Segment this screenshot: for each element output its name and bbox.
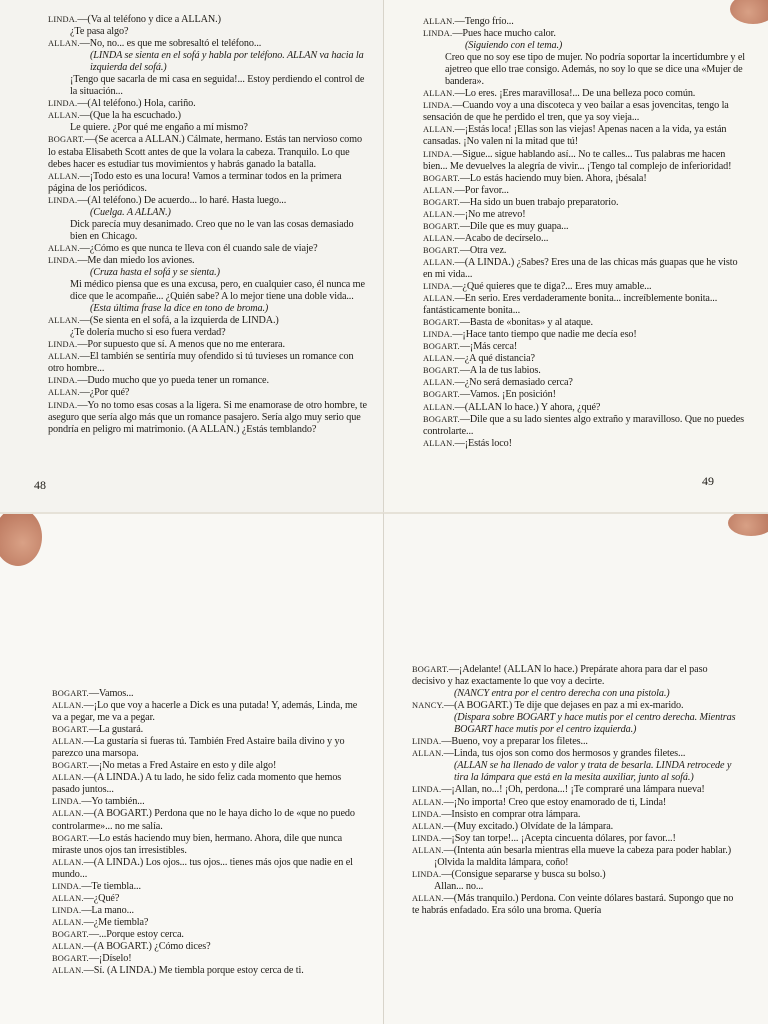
line-text: —¿No será demasiado cerca? (454, 377, 573, 389)
dialogue-line (52, 796, 364, 808)
dialogue-line (52, 760, 364, 772)
line-text: —Te tiembla... (81, 880, 141, 892)
speaker-name: BOGART. (423, 342, 460, 352)
dialogue-line (48, 98, 370, 110)
speaker-name: ALLAN. (48, 316, 80, 326)
speaker-name: BOGART. (52, 833, 89, 843)
speaker-name: ALLAN. (423, 354, 455, 364)
speaker-name: ALLAN. (52, 966, 84, 976)
dialogue-line (412, 893, 742, 917)
dialogue-line (412, 784, 742, 796)
speaker-name: BOGART. (52, 954, 89, 964)
speaker-name: ALLAN. (412, 845, 444, 855)
line-text: —Basta de «bonitas» y al ataque. (459, 317, 593, 329)
line-text: —¡Hace tanto tiempo que nadie me decía eso! (452, 329, 637, 341)
line-text: —¡Más cerca! (459, 341, 518, 353)
line-text: —Yo también... (81, 796, 145, 808)
dialogue-line (52, 953, 364, 965)
dialogue-line (52, 965, 364, 977)
dialogue-line (423, 377, 749, 389)
dialogue-continuation (423, 52, 749, 88)
line-text: (Cruza hasta el sofá y se sienta.) (90, 266, 220, 278)
line-text: —Vamos. ¡En posición! (459, 389, 556, 401)
line-text: —¿Me tiembla? (83, 916, 149, 928)
speaker-name: LINDA. (423, 29, 453, 39)
line-text: —(A BOGART.) Perdona que no le haya dicho lo de «que no puedo controlarme»... no me salía. (52, 808, 355, 832)
speaker-name: ALLAN. (52, 737, 84, 747)
dialogue-line (423, 341, 749, 353)
line-text: —Sí. (A LINDA.) Me tiembla porque estoy cerca de ti. (83, 965, 304, 977)
dialogue-line (52, 941, 364, 953)
dialogue-line (52, 917, 364, 929)
dialogue-line (423, 317, 749, 329)
dialogue-line (423, 365, 749, 377)
dialogue-continuation (412, 881, 742, 893)
dialogue-line (423, 149, 749, 173)
dialogue-continuation (48, 74, 370, 98)
speaker-name: LINDA. (52, 905, 82, 915)
line-text: —Cuando voy a una discoteca y veo bailar a esas jovencitas, tengo la sensación de que he perdido el tren, que ya soy vieja... (423, 100, 729, 124)
speaker-name: ALLAN. (423, 185, 455, 195)
dialogue-line (423, 353, 749, 365)
dialogue-line (423, 221, 749, 233)
book-page-48 (0, 0, 384, 512)
dialogue-line (423, 281, 749, 293)
dialogue-line (423, 233, 749, 245)
dialogue-line (48, 339, 370, 351)
line-text: —(Intenta aún besarla mientras ella mueve la cabeza para poder hablar.) (443, 844, 732, 856)
line-text: —A la de tus labios. (459, 365, 541, 377)
line-text: —Lo eres. ¡Eres maravillosa!... De una belleza poco común. (454, 88, 696, 100)
line-text: —¡No importa! Creo que estoy enamorado de ti, Linda! (443, 796, 667, 808)
speaker-name: LINDA. (412, 833, 442, 843)
dialogue-continuation (48, 122, 370, 134)
dialogue-line (52, 700, 364, 724)
line-text: —¡No metas a Fred Astaire en esto y dile algo! (88, 760, 277, 772)
page-number: 48 (34, 478, 46, 492)
line-text: —La gustará. (88, 724, 144, 736)
speaker-name: ALLAN. (412, 797, 444, 807)
line-text: —Tengo frío... (454, 16, 514, 27)
line-text: —(Que la ha escuchado.) (79, 110, 181, 122)
line-text: —¡Estás loco! (454, 437, 512, 449)
dialogue-line (48, 171, 370, 195)
line-text: —(Consigue separarse y busca su bolso.) (441, 868, 606, 880)
page-text (412, 664, 742, 917)
speaker-name: LINDA. (412, 809, 442, 819)
thumb-fingertip-icon (728, 512, 768, 536)
dialogue-line (423, 257, 749, 281)
speaker-name: LINDA. (423, 149, 453, 159)
speaker-name: ALLAN. (423, 294, 455, 304)
dialogue-line (48, 14, 370, 26)
stage-direction (48, 207, 370, 219)
speaker-name: ALLAN. (48, 111, 80, 121)
speaker-name: LINDA. (52, 797, 82, 807)
speaker-name: LINDA. (423, 101, 453, 111)
dialogue-line (423, 293, 749, 317)
dialogue-line (412, 821, 742, 833)
stage-direction (423, 40, 749, 52)
speaker-name: ALLAN. (423, 438, 455, 448)
dialogue-line (52, 772, 364, 796)
speaker-name: LINDA. (48, 195, 78, 205)
line-text: —Ha sido un buen trabajo preparatorio. (459, 196, 619, 208)
speaker-name: LINDA. (48, 255, 78, 265)
speaker-name: BOGART. (423, 173, 460, 183)
line-text: ¡Olvida la maldita lámpara, coño! (434, 856, 569, 868)
page-number: 49 (702, 474, 714, 488)
speaker-name: LINDA. (48, 376, 78, 386)
speaker-name: ALLAN. (412, 893, 444, 903)
dialogue-line (48, 243, 370, 255)
line-text: —¡No me atrevo! (454, 208, 526, 220)
dialogue-continuation (48, 279, 370, 303)
line-text: —Bueno, voy a preparar los filetes... (441, 736, 588, 748)
speaker-name: ALLAN. (48, 171, 80, 181)
speaker-name: LINDA. (48, 99, 78, 109)
speaker-name: ALLAN. (423, 89, 455, 99)
line-text: —...Porque estoy cerca. (88, 928, 184, 940)
dialogue-line (412, 700, 742, 712)
dialogue-line (48, 387, 370, 399)
speaker-name: ALLAN. (423, 257, 455, 267)
line-text: —Lo estás haciendo muy bien, hermano. Ahora, dile que nunca miraste unos ojos tan irresistibles. (52, 832, 343, 856)
page-text (423, 16, 749, 450)
dialogue-line (423, 124, 749, 148)
line-text: —¿Qué? (83, 892, 120, 904)
dialogue-line (52, 893, 364, 905)
speaker-name: ALLAN. (52, 857, 84, 867)
line-text: —La mano... (81, 904, 134, 916)
line-text: —Por favor... (454, 184, 509, 196)
dialogue-line (412, 736, 742, 748)
dialogue-line (48, 375, 370, 387)
speaker-name: ALLAN. (48, 243, 80, 253)
stage-direction (48, 303, 370, 315)
line-text: —¡Estás loca! ¡Ellas son las viejas! Apenas nacen a la vida, ya están cansadas. ¡No valen ni la mitad que tú! (423, 124, 727, 148)
line-text: —Por supuesto que sí. A menos que no me enterara. (77, 339, 285, 351)
speaker-name: BOGART. (423, 390, 460, 400)
dialogue-line (423, 402, 749, 414)
line-text: —¡Díselo! (88, 953, 132, 965)
line-text: —Lo estás haciendo muy bien. Ahora, ¡bésala! (459, 172, 647, 184)
dialogue-line (52, 833, 364, 857)
dialogue-line (423, 197, 749, 209)
speaker-name: ALLAN. (48, 39, 80, 49)
line-text: —Yo no tomo esas cosas a la ligera. Si me enamorase de otro hombre, te aseguro que sería algo más que un romance pasajero. Sería algo muy serio que pondría en peligro mi matrimonio. (A ALLAN.) ¿Estás temblando? (48, 399, 367, 435)
dialogue-line (412, 748, 742, 760)
line-text: —(Va al teléfono y dice a ALLAN.) (77, 14, 221, 25)
line-text: —¿Qué quieres que te diga?... Eres muy amable... (452, 281, 652, 293)
line-text: —(Al teléfono.) De acuerdo... lo haré. Hasta luego... (77, 194, 287, 206)
speaker-name: BOGART. (423, 221, 460, 231)
speaker-name: LINDA. (412, 737, 442, 747)
line-text: (Dispara sobre BOGART y hace mutis por el centro derecha. Mientras BOGART hace mutis por el centro izquierda.) (454, 712, 736, 736)
dialogue-line (48, 255, 370, 267)
line-text: —¿Cómo es que nunca te lleva con él cuando sale de viaje? (79, 242, 318, 254)
speaker-name: LINDA. (48, 15, 78, 24)
line-text: —¿A qué distancia? (454, 353, 535, 365)
line-text: (Cuelga. A ALLAN.) (90, 206, 171, 218)
line-text: —(ALLAN lo hace.) Y ahora, ¿qué? (454, 401, 601, 413)
speaker-name: BOGART. (52, 761, 89, 771)
thumb-fingertip-icon (0, 512, 42, 566)
dialogue-line (48, 351, 370, 375)
dialogue-continuation (48, 327, 370, 339)
line-text: —Pues hace mucho calor. (452, 28, 556, 40)
speaker-name: ALLAN. (412, 749, 444, 759)
line-text: —Vamos... (88, 688, 134, 699)
line-text: —¡Soy tan torpe!... ¡Acepta cincuenta dólares, por favor...! (441, 832, 676, 844)
line-text: —(Al teléfono.) Hola, cariño. (77, 98, 196, 110)
dialogue-continuation (412, 857, 742, 869)
line-text: —(A BOGART.) Te dije que dejases en paz a mi ex-marido. (444, 700, 684, 712)
dialogue-line (52, 905, 364, 917)
dialogue-line (48, 195, 370, 207)
dialogue-line (423, 329, 749, 341)
dialogue-line (423, 28, 749, 40)
line-text: —¡Lo que voy a hacerle a Dick es una putada! Y, además, Linda, me va a pegar, me va a pegar. (52, 700, 358, 724)
line-text: —¡Allan, no...! ¡Oh, perdona...! ¡Te compraré una lámpara nueva! (441, 784, 705, 796)
line-text: —No, no... es que me sobresaltó el teléfono... (79, 38, 262, 50)
line-text: Mi médico piensa que es una excusa, pero, en cualquier caso, él nunca me dice que le acompañe... ¿Quién sabe? A lo mejor tiene una doble vida... (70, 279, 365, 303)
line-text: (LINDA se sienta en el sofá y habla por teléfono. ALLAN va hacia la izquierda del sofá.) (90, 50, 364, 74)
line-text: —(Más tranquilo.) Perdona. Con veinte dólares bastará. Supongo que no te habrás enfadado. Era sólo una broma. Quería (412, 892, 734, 916)
page-text (48, 14, 370, 436)
speaker-name: ALLAN. (52, 701, 84, 711)
dialogue-continuation (48, 219, 370, 243)
speaker-name: BOGART. (423, 245, 460, 255)
line-text: —(Muy excitado.) Olvídate de la lámpara. (443, 820, 614, 832)
speaker-name: BOGART. (48, 135, 85, 145)
line-text: (NANCY entra por el centro derecha con una pistola.) (454, 688, 670, 700)
dialogue-line (423, 173, 749, 185)
speaker-name: ALLAN. (52, 809, 84, 819)
speaker-name: ALLAN. (52, 773, 84, 783)
line-text: —La gustaría si fueras tú. También Fred Astaire baila divino y yo parezco una marsopa. (52, 736, 345, 760)
dialogue-line (48, 110, 370, 122)
dialogue-line (48, 38, 370, 50)
dialogue-line (52, 929, 364, 941)
dialogue-line (412, 833, 742, 845)
line-text: —En serio. Eres verdaderamente bonita... increíblemente bonita... fantásticamente bonita... (423, 293, 718, 317)
line-text: —El también se sentiría muy ofendido si tú tuvieses un romance con otro hombre... (48, 351, 354, 375)
dialogue-line (423, 100, 749, 124)
speaker-name: LINDA. (48, 340, 78, 350)
dialogue-line (52, 688, 364, 700)
speaker-name: ALLAN. (423, 17, 455, 26)
dialogue-line (423, 209, 749, 221)
dialogue-line (423, 438, 749, 450)
speaker-name: ALLAN. (423, 233, 455, 243)
dialogue-line (423, 414, 749, 438)
line-text: —Acabo de decírselo... (454, 232, 549, 244)
speaker-name: LINDA. (48, 400, 78, 410)
dialogue-line (423, 245, 749, 257)
dialogue-line (52, 881, 364, 893)
line-text: ¿Te dolería mucho si eso fuera verdad? (70, 327, 226, 339)
dialogue-line (48, 400, 370, 436)
line-text: —(Se sienta en el sofá, a la izquierda de LINDA.) (79, 315, 279, 327)
speaker-name: LINDA. (52, 881, 82, 891)
speaker-name: ALLAN. (48, 388, 80, 398)
speaker-name: ALLAN. (52, 917, 84, 927)
dialogue-line (423, 389, 749, 401)
speaker-name: ALLAN. (52, 893, 84, 903)
book-page-lower-right (384, 512, 768, 1024)
dialogue-line (423, 185, 749, 197)
line-text: —¿Por qué? (79, 387, 130, 399)
speaker-name: ALLAN. (412, 821, 444, 831)
speaker-name: BOGART. (423, 366, 460, 376)
line-text: (Siguiendo con el tema.) (465, 40, 563, 52)
dialogue-line (52, 857, 364, 881)
line-text: —Linda, tus ojos son como dos hermosos y grandes filetes... (443, 748, 686, 760)
line-text: —(A LINDA.) ¿Sabes? Eres una de las chicas más guapas que he visto en mi vida... (423, 256, 738, 280)
speaker-name: BOGART. (52, 929, 89, 939)
page-text (52, 688, 364, 977)
line-text: —Insisto en comprar otra lámpara. (441, 808, 581, 820)
speaker-name: NANCY. (412, 701, 444, 711)
dialogue-line (412, 869, 742, 881)
line-text: Allan... no... (434, 880, 484, 892)
speaker-name: BOGART. (423, 318, 460, 328)
stage-direction (412, 760, 742, 784)
stage-direction (412, 712, 742, 736)
line-text: —Otra vez. (459, 244, 507, 256)
line-text: —¡Adelante! (ALLAN lo hace.) Prepárate ahora para dar el paso decisivo y haz exactamente lo que voy a decirte. (412, 664, 708, 688)
line-text: —(Se acerca a ALLAN.) Cálmate, hermano. Estás tan nervioso como lo estaba Elisabeth Scott antes de que la volara la cabeza. Tranquilo. Lo que debes hacer es estudiar tus movimientos y habrás ganado la batalla. (48, 134, 362, 170)
book-page-49 (384, 0, 768, 512)
dialogue-line (412, 797, 742, 809)
speaker-name: LINDA. (412, 785, 442, 795)
speaker-name: BOGART. (423, 197, 460, 207)
line-text: —Dile que es muy guapa... (459, 220, 569, 232)
line-text: —(A LINDA.) A tu lado, he sido feliz cada momento que hemos pasado juntos... (52, 772, 342, 796)
dialogue-line (48, 315, 370, 327)
speaker-name: BOGART. (423, 414, 460, 424)
stage-direction (412, 688, 742, 700)
line-text: Dick parecía muy desanimado. Creo que no le van las cosas demasiado bien en Chicago. (70, 218, 354, 242)
line-text: Creo que no soy ese tipo de mujer. No podría soportar la incertidumbre y el ajetreo que ello trae consigo. Además, no soy lo que se dice una «Mujer de bandera». (445, 52, 746, 88)
dialogue-line (423, 16, 749, 28)
line-text: (ALLAN se ha llenado de valor y trata de besarla. LINDA retrocede y tira la lámpara que está en la mesita auxiliar, junto al sofá.) (454, 760, 732, 784)
speaker-name: LINDA. (412, 869, 442, 879)
speaker-name: BOGART. (52, 725, 89, 735)
speaker-name: BOGART. (52, 689, 89, 698)
line-text: —(A LINDA.) Los ojos... tus ojos... tienes más ojos que nadie en el mundo... (52, 856, 353, 880)
stage-direction (48, 50, 370, 74)
speaker-name: LINDA. (423, 282, 453, 292)
speaker-name: LINDA. (423, 330, 453, 340)
speaker-name: ALLAN. (423, 125, 455, 135)
dialogue-line (52, 736, 364, 760)
line-text: —¡Todo esto es una locura! Vamos a terminar todos en la primera página de los periódicos. (48, 170, 342, 194)
line-text: —(A BOGART.) ¿Cómo dices? (83, 940, 211, 952)
line-text: ¡Tengo que sacarla de mi casa en seguida!... Estoy perdiendo el control de la situación... (70, 74, 365, 98)
line-text: —Dudo mucho que yo pueda tener un romance. (77, 375, 269, 387)
line-text: ¿Te pasa algo? (70, 26, 129, 38)
dialogue-line (52, 808, 364, 832)
line-text: —Me dan miedo los aviones. (77, 254, 195, 266)
speaker-name: ALLAN. (52, 941, 84, 951)
speaker-name: ALLAN. (423, 402, 455, 412)
book-page-lower-left (0, 512, 384, 1024)
dialogue-line (412, 664, 742, 688)
line-text: (Esta última frase la dice en tono de broma.) (90, 303, 269, 315)
dialogue-line (423, 88, 749, 100)
speaker-name: ALLAN. (423, 209, 455, 219)
dialogue-line (48, 134, 370, 170)
line-text: —Sigue... sigue hablando así... No te calles... Tus palabras me hacen bien... Me devuelves la alegría de vivir... ¡Tengo tal complejo de inferioridad! (423, 148, 732, 172)
speaker-name: BOGART. (412, 665, 449, 674)
speaker-name: ALLAN. (48, 352, 80, 362)
line-text: Le quiere. ¿Por qué me engaño a mí mismo? (70, 122, 248, 134)
dialogue-line (412, 809, 742, 821)
stage-direction (48, 267, 370, 279)
speaker-name: ALLAN. (423, 378, 455, 388)
dialogue-continuation (48, 26, 370, 38)
dialogue-line (52, 724, 364, 736)
line-text: —Dile que a su lado sientes algo extraño y maravilloso. Que no puedes controlarte... (423, 413, 745, 437)
dialogue-line (412, 845, 742, 857)
